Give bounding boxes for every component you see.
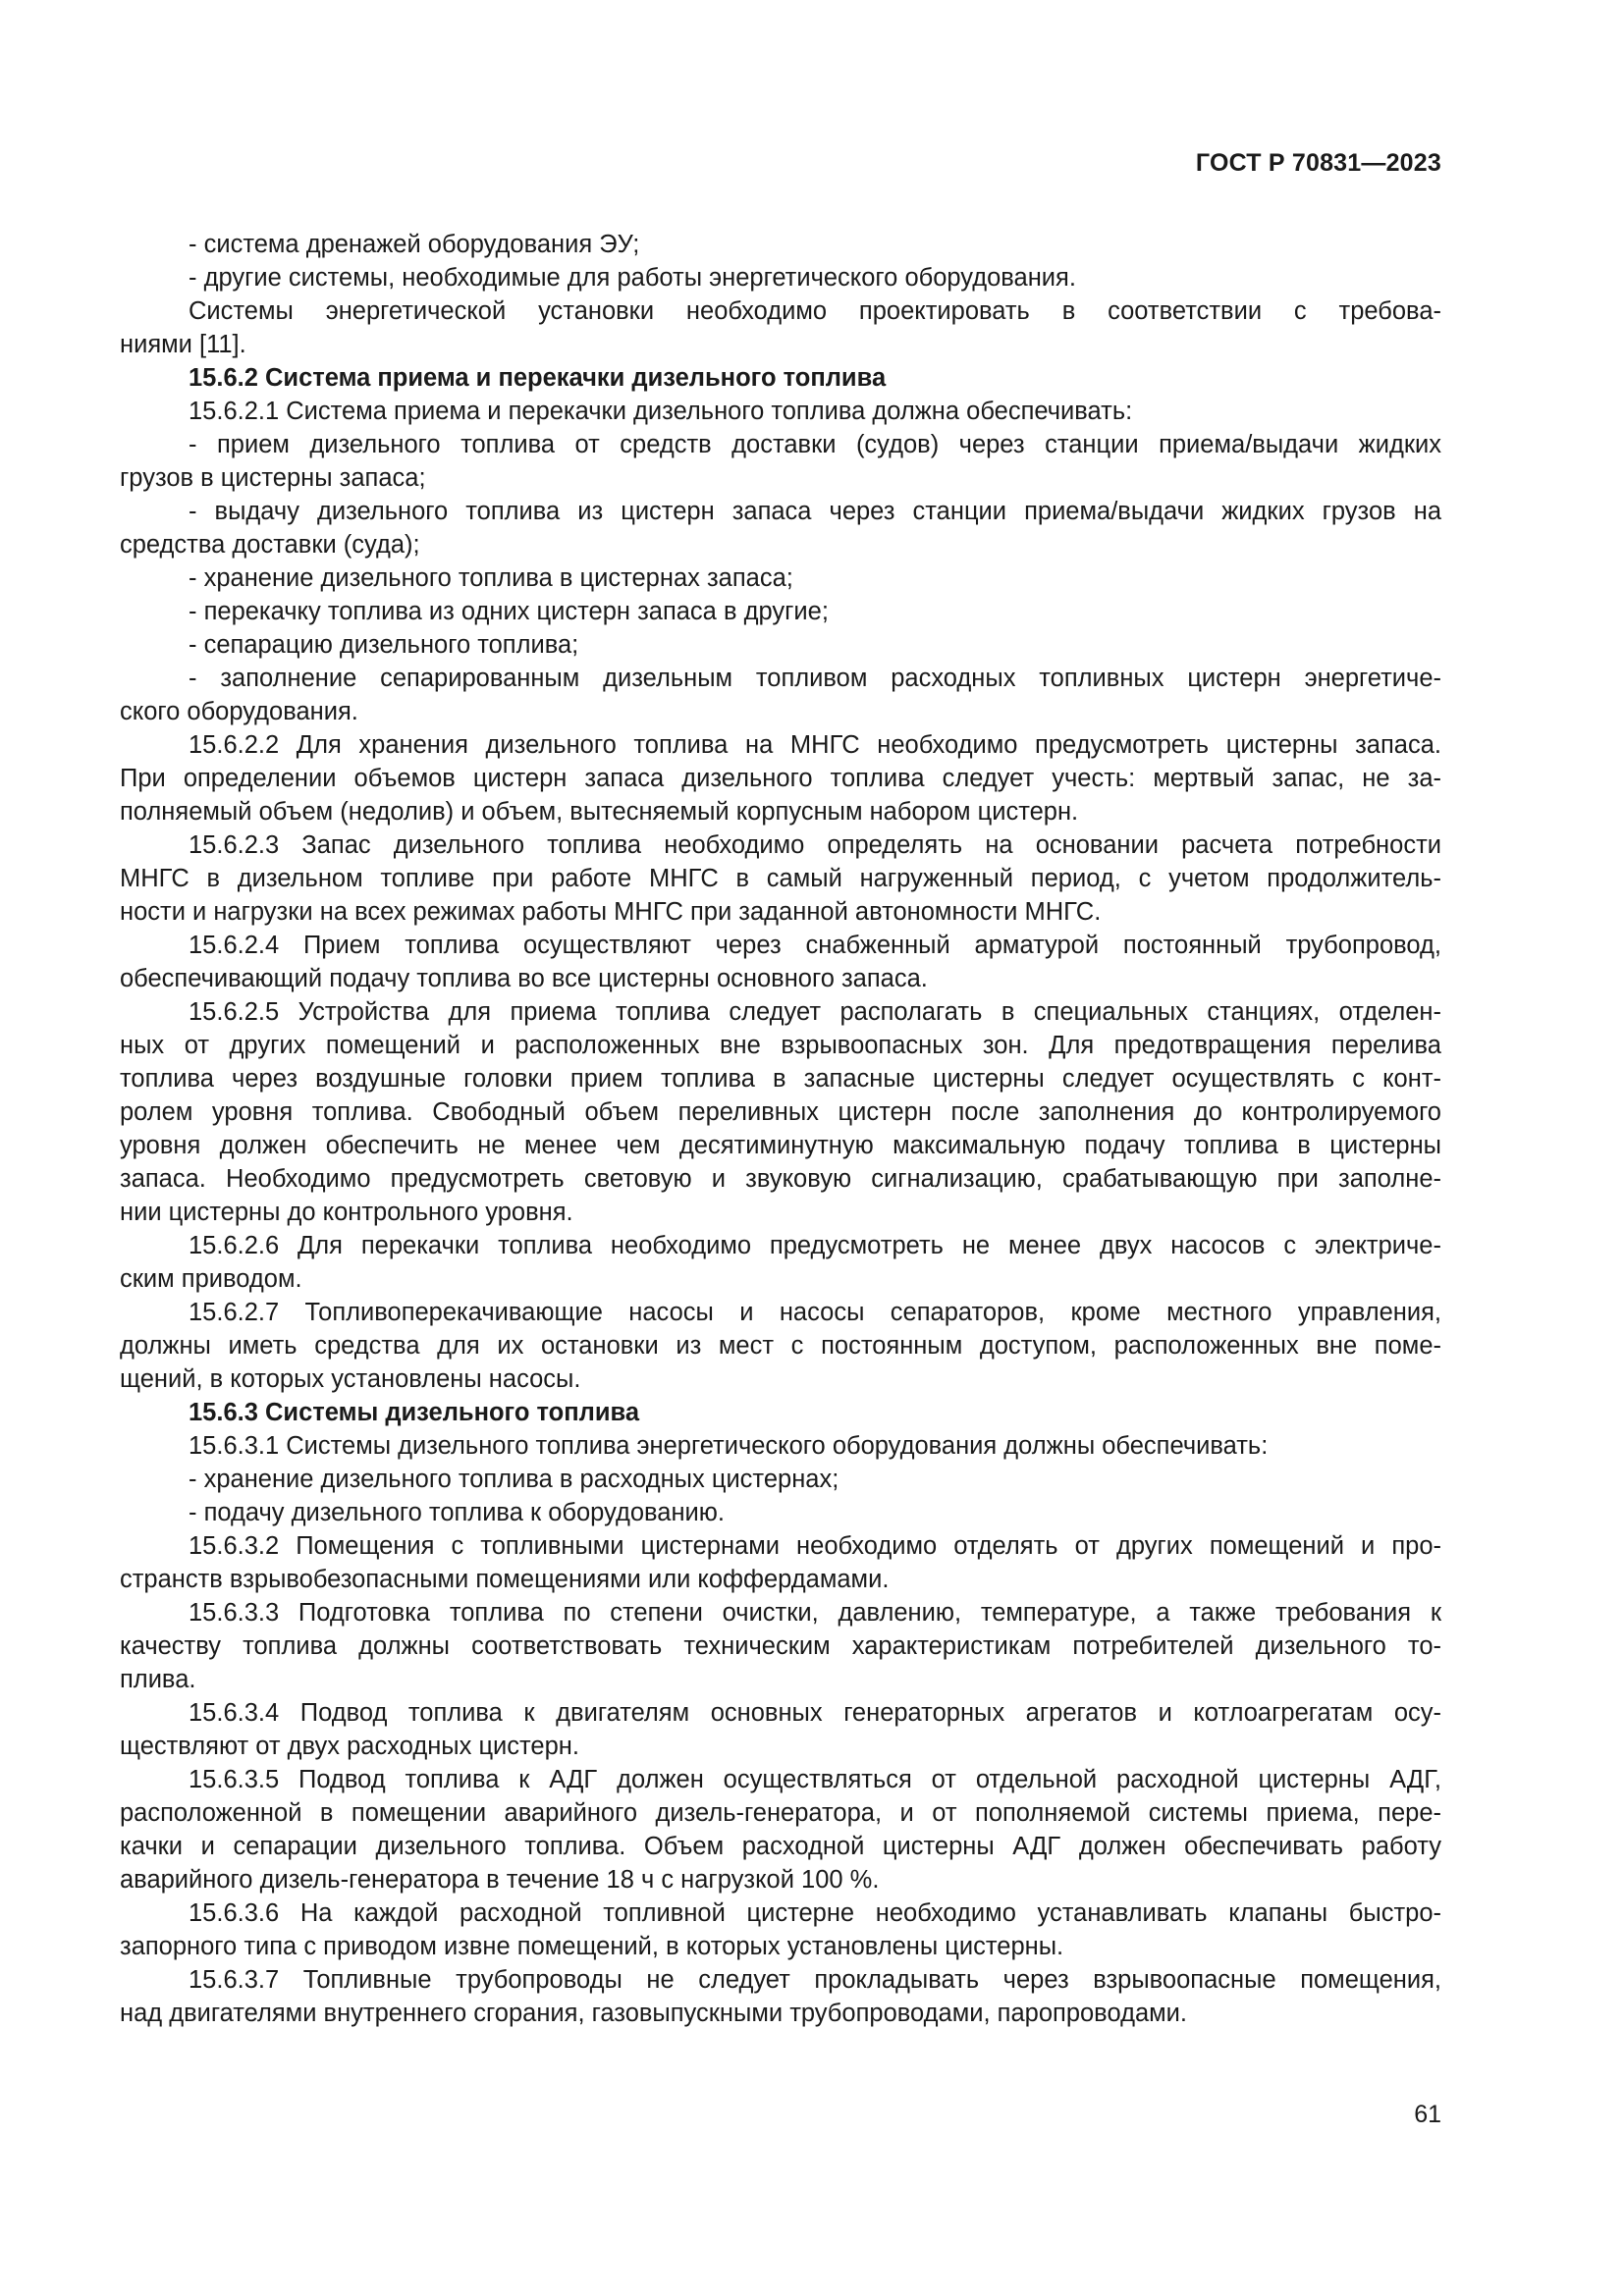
paragraph: 15.6.2.4 Прием топлива осуществляют через снабженный арматурой постоянный трубопровод, обеспечивающий подачу топлива во все цистерны основного запаса.: [120, 932, 1441, 992]
paragraph: 15.6.3.5 Подвод топлива к АДГ должен осуществляться от отдельной расходной цистерны АДГ, расположенной в помещении аварийного дизель-генератора, и от пополняемой системы приема, пере- качки и сепарации дизельного топлива. Объем расходной цистерны АДГ должен обеспечивать работу аварийного дизель-генератора в течение 18 ч с нагрузкой 100 %.: [120, 1766, 1441, 1894]
paragraph: 15.6.2.6 Для перекачки топлива необходимо предусмотреть не менее двух насосов с электриче- ским приводом.: [120, 1232, 1441, 1293]
paragraph: 15.6.2.7 Топливоперекачивающие насосы и насосы сепараторов, кроме местного управления, должны иметь средства для их остановки из мест с постоянным доступом, расположенных вне поме- щений, в которых установлены насосы.: [120, 1299, 1441, 1393]
list-item: - подачу дизельного топлива к оборудованию.: [189, 1499, 726, 1526]
list-item: - выдачу дизельного топлива из цистерн запаса через станции приема/выдачи жидких грузов на средства доставки (суда);: [120, 498, 1441, 559]
paragraph: 15.6.2.3 Запас дизельного топлива необходимо определять на основании расчета потребности МНГС в дизельном топливе при работе МНГС в самый нагруженный период, с учетом продолжитель- ности и нагрузки на всех режимах работы МНГС при заданной автономности МНГС.: [120, 831, 1441, 926]
list-item: - прием дизельного топлива от средств доставки (судов) через станции приема/выдачи жидких грузов в цистерны запаса;: [120, 431, 1441, 492]
paragraph: 15.6.3.2 Помещения с топливными цистернами необходимо отделять от других помещений и про- странств взрывобезопасными помещениями или коффердамами.: [120, 1532, 1441, 1593]
section-heading: 15.6.2 Система приема и перекачки дизельного топлива: [189, 364, 887, 392]
paragraph: 15.6.3.3 Подготовка топлива по степени очистки, давлению, температуре, а также требования к качеству топлива должны соответствовать техническим характеристикам потребителей дизельного то- плива.: [120, 1599, 1441, 1693]
list-item: - сепарацию дизельного топлива;: [189, 631, 579, 659]
list-item: - заполнение сепарированным дизельным топливом расходных топливных цистерн энергетиче- ского оборудования.: [120, 665, 1441, 725]
paragraph: 15.6.3.7 Топливные трубопроводы не следует прокладывать через взрывоопасные помещения, над двигателями внутреннего сгорания, газовыпускными трубопроводами, паропроводами.: [120, 1966, 1441, 2027]
list-item: - перекачку топлива из одних цистерн запаса в другие;: [189, 598, 829, 625]
paragraph: 15.6.2.5 Устройства для приема топлива следует располагать в специальных станциях, отделен- ных от других помещений и расположенных вне взрывоопасных зон. Для предотвращения перелива топлива через воздушные головки прием топлива в запасные цистерны следует осуществлять с конт- ролем уровня топлива. Свободный объем переливных цистерн после заполнения до контролируемого уровня должен обеспечить не менее чем десятиминутную максимальную подачу топлива в цистерны запаса. Необходимо предусмотреть световую и звуковую сигнализацию, срабатывающую при заполне- нии цистерны до контрольного уровня.: [120, 998, 1441, 1226]
paragraph: Системы энергетической установки необходимо проектировать в соответствии с требова- ниями [11].: [120, 297, 1441, 358]
section-heading: 15.6.3 Системы дизельного топлива: [189, 1399, 640, 1426]
list-item: - хранение дизельного топлива в цистернах запаса;: [189, 564, 793, 592]
paragraph: 15.6.3.6 На каждой расходной топливной цистерне необходимо устанавливать клапаны быстро- запорного типа с приводом извне помещений, в которых установлены цистерны.: [120, 1899, 1441, 1960]
list-item: - хранение дизельного топлива в расходных цистернах;: [189, 1466, 839, 1493]
page-header-doc-code: ГОСТ Р 70831—2023: [1195, 149, 1441, 177]
page-number: 61: [1414, 2101, 1441, 2128]
paragraph: 15.6.3.1 Системы дизельного топлива энергетического оборудования должны обеспечивать:: [189, 1432, 1269, 1460]
list-item: - система дренажей оборудования ЭУ;: [189, 231, 640, 258]
list-item: - другие системы, необходимые для работы энергетического оборудования.: [189, 264, 1076, 292]
paragraph: 15.6.2.1 Система приема и перекачки дизельного топлива должна обеспечивать:: [189, 398, 1133, 425]
document-body: [120, 228, 1441, 2030]
paragraph: 15.6.2.2 Для хранения дизельного топлива на МНГС необходимо предусмотреть цистерны запаса. При определении объемов цистерн запаса дизельного топлива следует учесть: мертвый запас, не за- полняемый объем (недолив) и объем, вытесняемый корпусным набором цистерн.: [120, 731, 1441, 826]
paragraph: 15.6.3.4 Подвод топлива к двигателям основных генераторных агрегатов и котлоагрегатам осу- ществляют от двух расходных цистерн.: [120, 1699, 1441, 1760]
